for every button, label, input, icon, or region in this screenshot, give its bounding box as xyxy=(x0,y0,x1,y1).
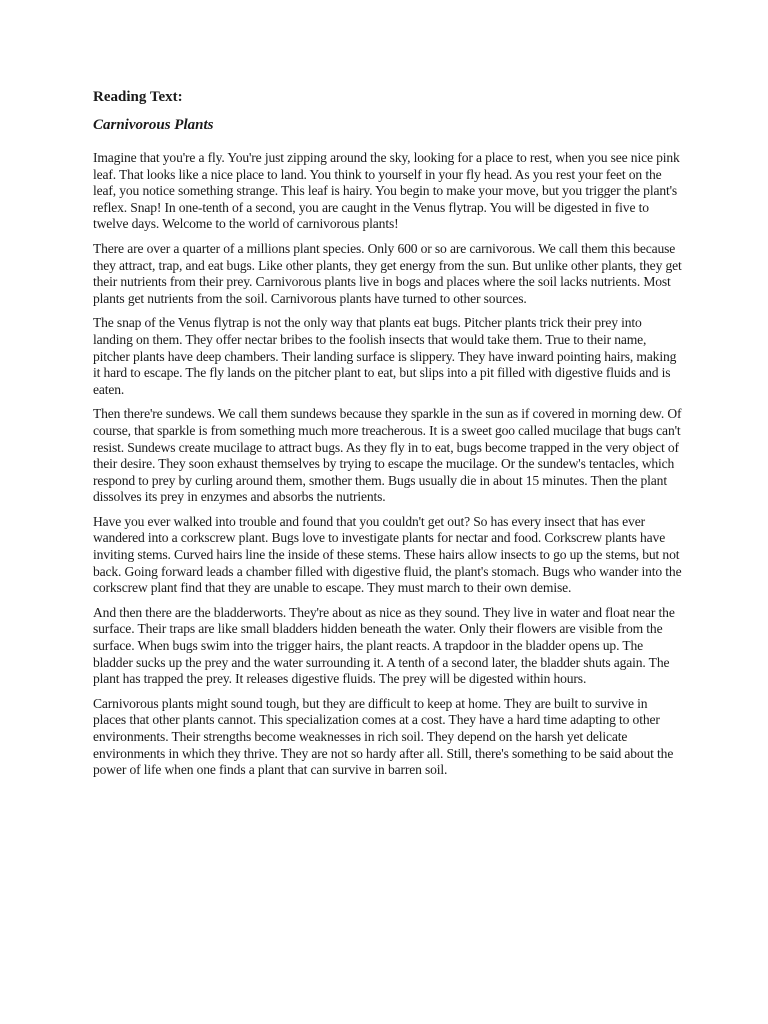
paragraph-6: And then there are the bladderworts. They're about as nice as they sound. They live in water and float near the surface. Their traps are like small bladders hidden beneath the water. Only their flowers are visible from the surface. When bugs swim into the trigger hairs, the plant reacts. A trapdoor in the bladder opens up. The bladder sucks up the prey and the water surrounding it. A tenth of a second later, the bladder shuts again. The plant has trapped the prey. It releases digestive fluids. The prey will be digested within hours. xyxy=(93,604,675,687)
paragraph-1: Imagine that you're a fly. You're just zipping around the sky, looking for a place to rest, when you see nice pink leaf. That looks like a nice place to land. You think to yourself in your fly head. As you rest your feet on the leaf, you notice something strange. This leaf is hairy. You begin to make your move, but you trigger the plant's reflex. Snap! In one-tenth of a second, you are caught in the Venus flytrap. You will be digested in five to twelve days. Welcome to the world of carnivorous plants! xyxy=(93,150,680,232)
paragraph-4: Then there're sundews. We call them sundews because they sparkle in the sun as if covered in morning dew. Of course, that sparkle is from something much more treacherous. It is a sweet goo called mucilage that bugs can't resist. Sundews create mucilage to attract bugs. As they fly in to eat, bugs become trapped in the very object of their desire. They soon exhaust themselves by trying to escape the mucilage. Or the sundew's tentacles, which respond to prey by curling around them, smother them. Bugs usually die in about 15 minutes. Then the plant dissolves its prey in enzymes and absorbs the nutrients. xyxy=(93,406,682,505)
section-heading: Reading Text: xyxy=(93,89,183,105)
paragraph-3: The snap of the Venus flytrap is not the only way that plants eat bugs. Pitcher plants trick their prey into landing on them. They offer nectar bribes to the foolish insects that would take them. True to their name, pitcher plants have deep chambers. Their landing surface is slippery. They have inward pointing hairs, making it hard to escape. The fly lands on the pitcher plant to eat, but slips into a pit filled with digestive fluids and is eaten. xyxy=(93,315,677,397)
paragraph-7: Carnivorous plants might sound tough, but they are difficult to keep at home. They are built to survive in places that other plants cannot. This specialization comes at a cost. They have a hard time adapting to other environments. Their strengths become weaknesses in rich soil. They depend on the harsh yet delicate environments in which they thrive. They are not so hardy after all. Still, there's something to be said about the power of life when one finds a plant that can survive in barren soil. xyxy=(93,695,674,778)
article-title: Carnivorous Plants xyxy=(93,117,214,133)
paragraph-2: There are over a quarter of a millions plant species. Only 600 or so are carnivorous. We call them this because they attract, trap, and eat bugs. Like other plants, they get energy from the sun. But unlike other plants, they get their nutrients from their prey. Carnivorous plants live in bogs and places where the soil lacks nutrients. Most plants get nutrients from the soil. Carnivorous plants have turned to other sources. xyxy=(93,240,682,306)
document-page xyxy=(93,88,683,787)
paragraph-5: Have you ever walked into trouble and found that you couldn't get out? So has every insect that has ever wandered into a corkscrew plant. Bugs love to investigate plants for nectar and food. Corkscrew plants have inviting stems. Curved hairs line the inside of these stems. These hairs allow insects to go up the stems, but not back. Going forward leads a chamber filled with digestive fluid, the plant's stomach. Bugs who wander into the corkscrew plant find that they are unable to escape. They must march to their own demise. xyxy=(93,513,682,596)
